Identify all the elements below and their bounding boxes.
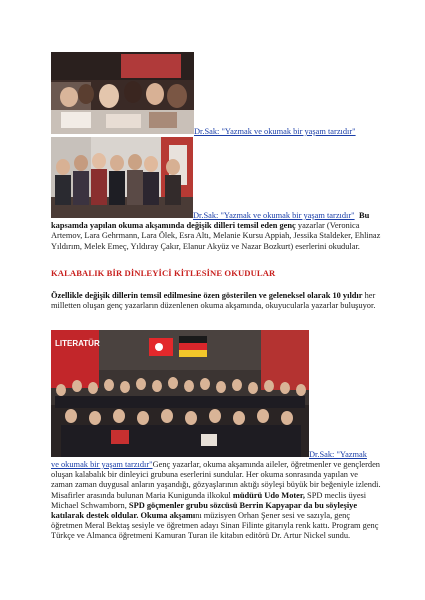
paragraph-3-text-1: Genç yazarlar, okuma akşamında aileler, öğretmenler ve gençlerden oluşan kalabalık bir dinleyici grubuna eserlerini sundular. Her okuma sonrasında yapılan ve zaman zaman duygusal anların yaşandığı, gözyaşlarının aktığı söyleşi büyük bir beğeniyle izlendi. Misafirler arasında bulunan Maria Kunigunda ilkokul xyxy=(51,460,381,500)
photo-caption-1[interactable]: Dr.Sak: "Yazmak ve okumak bir yaşam tarzıdır" xyxy=(194,127,356,136)
paragraph-3-bold-2: SPD göçmenler grubu sözcüsü Berrin Kapyapar da bu söyleşiye katılarak destek oldular. Okuma akşamı xyxy=(51,500,358,521)
photo-caption-3[interactable]: Dr.Sak: "Yazmak xyxy=(309,450,367,459)
paragraph-3-text-2: SPD meclis üyesi Michael Schwamborn, xyxy=(51,490,367,510)
paragraph-3-text-3: nı müzisyen Orhan Şener sesi ve sazıyla, genç öğretmen Meral Bektaş sesiyle ve öğretmen adayı Sinan Filinte gitarıyla renk kattı. Program genç Türkçe ve Almanca öğretmeni Kamuran Turan ile kitabın editörü Dr. Artur Nickel sundu. xyxy=(51,511,379,541)
paragraph-2 xyxy=(51,291,381,311)
paragraph-1-bold: Bu kapsamda yapılan okuma akşamında değişik dilleri temsil eden genç xyxy=(51,211,370,231)
audience-photo xyxy=(51,330,309,457)
photo-caption-3-cont[interactable]: ve okumak bir yaşam tarzıdır" xyxy=(51,460,153,469)
banner-text: LITERATÜR xyxy=(55,339,100,348)
section-heading: KALABALIK BİR DİNLEYİCİ KİTLESİNE OKUDULAR xyxy=(51,268,276,278)
panel-photo xyxy=(51,52,194,134)
paragraph-1-text: yazarlar (Veronica Artemov, Lara Gehrmann, Lara Ölek, Esra Altı, Melanie Kursu Appiah, Jessika Staldeker, Ehlinaz Yıldırım, Melek Emeç, Yıldıray Çakır, Elanur Akyüz ve Nazar Bozkurt) eserlerini okudular. xyxy=(51,221,381,251)
photo-caption-2[interactable]: Dr.Sak: "Yazmak ve okumak bir yaşam tarzıdır" xyxy=(193,211,355,220)
group-photo xyxy=(51,137,193,218)
paragraph-2-bold: Özellikle değişik dillerin temsil edilmesine özen gösterilen ve geleneksel olarak 10 yıldır xyxy=(51,291,363,300)
paragraph-2-text: her milletten oluşan genç yazarların düzenlenen okuma akşamında, okuyucularla yazarlar buluşuyor. xyxy=(51,291,376,311)
paragraph-3 xyxy=(51,460,381,542)
paragraph-3-bold-1: müdürü Udo Moter, xyxy=(232,490,305,500)
paragraph-1 xyxy=(51,211,383,252)
